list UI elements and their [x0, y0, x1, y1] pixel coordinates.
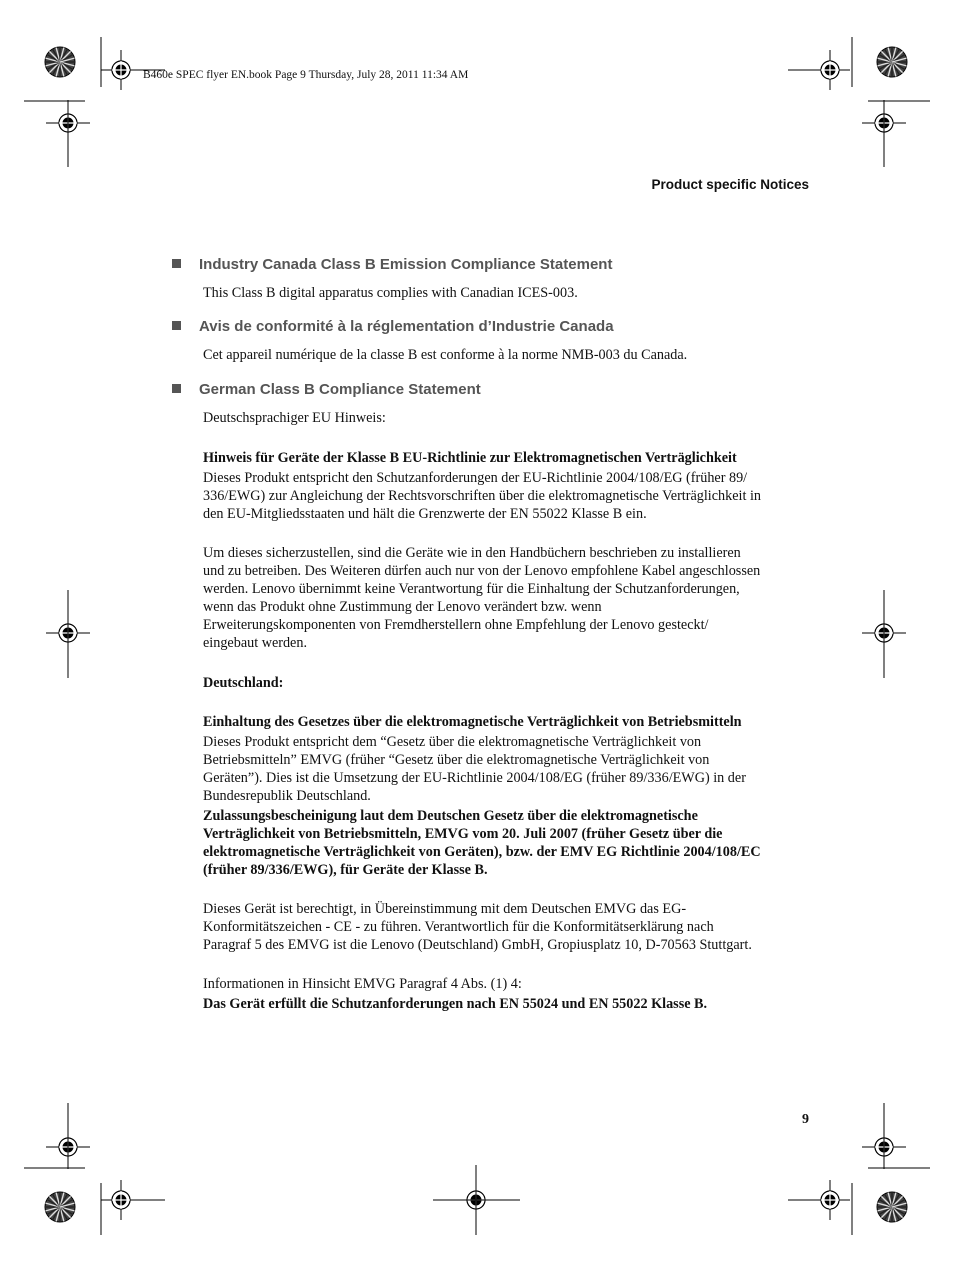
text-line: Zulassungsbescheinigung laut dem Deutschen Gesetz über die elektromagnetische	[203, 808, 698, 824]
registration-target-icon	[810, 50, 850, 90]
section-heading-german-class-b	[172, 381, 481, 398]
german-eu-hinweis-label: Deutschsprachiger EU Hinweis:	[203, 410, 386, 426]
registration-target-icon	[101, 1180, 141, 1220]
text-line: Geräten”). Dies ist die Umsetzung der EU-Richtlinie 2004/108/EG (früher 89/336/EWG) in der	[203, 770, 746, 786]
section-heading-text: Industry Canada Class B Emission Compliance Statement	[199, 256, 613, 273]
hinweis-title: Hinweis für Geräte der Klasse B EU-Richtlinie zur Elektromagnetischen Verträglichkeit	[203, 450, 737, 466]
hinweis-paragraph	[203, 469, 813, 523]
text-line: (früher 89/336/EWG), für Geräte der Klasse B.	[203, 862, 488, 878]
emvg-info-line: Informationen in Hinsicht EMVG Paragraf 4 Abs. (1) 4:	[203, 976, 522, 992]
berechtigt-paragraph	[203, 900, 813, 954]
color-star-target-icon	[45, 47, 75, 77]
square-bullet-icon	[172, 321, 181, 330]
text-line: Paragraf 5 des EMVG ist die Lenovo (Deutschland) GmbH, Gropiusplatz 10, D-70563 Stuttgart.	[203, 937, 752, 953]
text-line: Dieses Produkt entspricht den Schutzanforderungen der EU-Richtlinie 2004/108/EG (früher 89/	[203, 470, 748, 486]
text-line: Konformitätszeichen - CE - zu führen. Verantwortlich für die Konformitätserklärung nach	[203, 919, 714, 935]
square-bullet-icon	[172, 259, 181, 268]
color-star-target-icon	[877, 47, 907, 77]
avis-conformite-text: Cet appareil numérique de la classe B est conforme à la norme NMB-003 du Canada.	[203, 347, 688, 363]
section-heading-avis-conformite	[172, 318, 614, 335]
text-line: Bundesrepublik Deutschland.	[203, 788, 371, 804]
page-number: 9	[802, 1112, 809, 1127]
registration-target-icon	[101, 50, 141, 90]
section-heading-industry-canada	[172, 256, 612, 273]
deutschland-label: Deutschland:	[203, 675, 284, 691]
section-heading-text: Avis de conformité à la réglementation d’Industrie Canada	[199, 318, 614, 335]
running-header: Product specific Notices	[651, 177, 809, 192]
text-line: Betriebsmitteln” EMVG (früher “Gesetz über die elektromagnetische Verträglichkeit von	[203, 752, 710, 768]
text-line: Dieses Produkt entspricht dem “Gesetz über die elektromagnetische Verträglichkeit von	[203, 734, 702, 750]
sicherstellen-paragraph	[203, 544, 813, 652]
section-heading-text: German Class B Compliance Statement	[199, 381, 481, 398]
registration-target-icon	[810, 1180, 850, 1220]
text-line: den EU-Mitgliedsstaaten und hält die Grenzwerte der EN 55022 Klasse B ein.	[203, 506, 647, 522]
text-line: elektromagnetische Verträglichkeit von Geräten), bzw. der EMV EG Richtlinie 2004/108/EC	[203, 844, 761, 860]
text-line: 336/EWG) zur Angleichung der Rechtsvorschriften über die elektromagnetische Verträglichkeit in	[203, 488, 761, 504]
einhaltung-title: Einhaltung des Gesetzes über die elektromagnetische Verträglichkeit von Betriebsmitteln	[203, 714, 742, 730]
color-star-target-icon	[877, 1192, 907, 1222]
color-star-target-icon	[45, 1192, 75, 1222]
text-line: Um dieses sicherzustellen, sind die Geräte wie in den Handbüchern beschrieben zu installieren	[203, 545, 741, 561]
text-line: Erweiterungskomponenten von Fremdherstellern ohne Empfehlung der Lenovo gesteckt/	[203, 617, 709, 633]
text-line: Dieses Gerät ist berechtigt, in Übereinstimmung mit dem Deutschen EMVG das EG-	[203, 901, 687, 917]
text-line: werden. Lenovo übernimmt keine Verantwortung für die Einhaltung der Schutzanforderungen,	[203, 581, 740, 597]
text-line: wenn das Produkt ohne Zustimmung der Lenovo verändert bzw. wenn	[203, 599, 602, 615]
industry-canada-text: This Class B digital apparatus complies with Canadian ICES-003.	[203, 285, 578, 301]
einhaltung-paragraph	[203, 733, 813, 805]
text-line: und zu betreiben. Des Weiteren dürfen auch nur von der Lenovo empfohlene Kabel angeschlossen	[203, 563, 761, 579]
text-line: Verträglichkeit von Betriebsmitteln, EMVG vom 20. Juli 2007 (früher Gesetz über die	[203, 826, 723, 842]
text-line: eingebaut werden.	[203, 635, 307, 651]
final-statement: Das Gerät erfüllt die Schutzanforderungen nach EN 55024 und EN 55022 Klasse B.	[203, 996, 708, 1012]
square-bullet-icon	[172, 384, 181, 393]
zulassung-paragraph	[203, 807, 813, 879]
printer-info-line: B460e SPEC flyer EN.book Page 9 Thursday, July 28, 2011 11:34 AM	[143, 69, 469, 81]
